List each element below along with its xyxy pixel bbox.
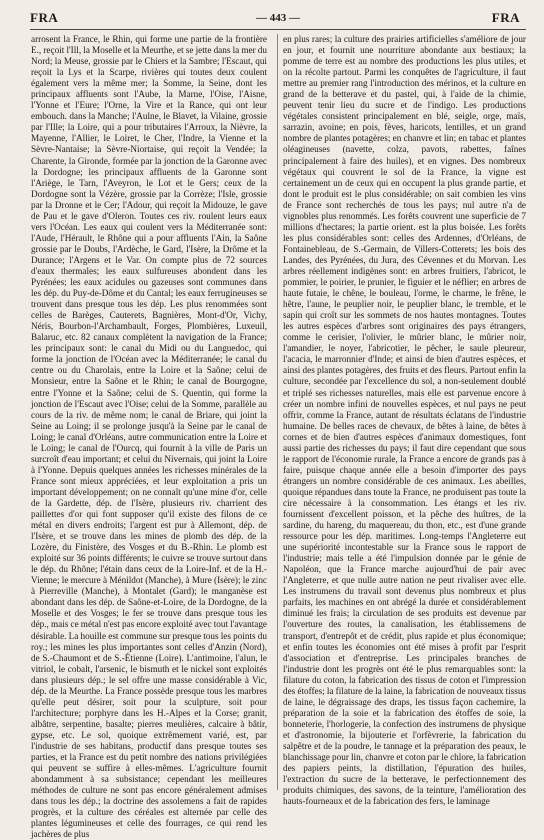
column-divider [277, 34, 278, 790]
header-left-word: FRA [30, 10, 59, 25]
header-right-word: FRA [491, 10, 520, 25]
left-column [31, 34, 267, 840]
running-header [30, 10, 526, 28]
header-rule [30, 29, 526, 30]
right-column [283, 34, 526, 807]
page-number: — 443 — [256, 12, 300, 24]
left-column-text: arrosent la France, le Rhin, qui forme une partie de la frontière E., reçoit l'Ill, la Moselle et la Meurthe, et se jette dans la mer du Nord; la Meuse, grossie par le Chiers et la Sambre; l'Escaut, qui reçoit la Lys et la Scarpe, rivières qui toutes deux coulent également vers la même mer; la Somme, la Seine, dont les principaux affluents sont l'Aube, la Marne, l'Oise, l'Aisne, l'Yonne et l'Eure; l'Orne, la Vire et la Rance, qui ont leur embouch. dans la Manche; l'Aulne, le Blavet, la Vilaine, grossie par l'Ille; la Loire, qui a pour tributaires l'Arroux, la Nièvre, la Mayenne, l'Allier, le Loiret, le Cher, l'Indre, la Vienne et la Sèvre-Nantaise; la Sèvre-Niortaise, qui reçoit la Vendée; la Charente, la Gironde, formée par la jonction de la Garonne avec la Dordogne; les principaux affluents de la Garonne sont l'Ariège, le Tarn, l'Aveyron, le Lot et le Gers; ceux de la Dordogne sont la Vézère, grossie par la Corrèze; l'Isle, grossie par la Dronne et le Cer; l'Adour, qui reçoit la Midouze, le gave de Pau et le gave d'Oleron. Toutes ces riv. roulent leurs eaux vers l'Océan. Les eaux qui coulent vers la Méditerranée sont: l'Aude, l'Hérault, le Rhône qui a pour affluents l'Ain, la Saône grossie par le Doubs, l'Ardèche, le Gard, l'Isère, la Drôme et la Durance; l'Argens et le Var. On compte plus de 72 sources d'eaux thermales; les eaux sulfureuses abondent dans les Pyrénées; les eaux acidules ou gazeuses sont communes dans les dép. du Puy-de-Dôme et du Cantal; les eaux ferrugineuses se trouvent dans presque tous les dép. Les plus renommées sont celles de Barèges, Cauterets, Bagnières, Mont-d'Or, Vichy, Néris, Bourbon-l'Archambault, Forges, Plombières, Luxeuil, Balaruc, etc. 82 canaux complètent la navigation de la France; les principaux sont: le canal du Midi ou du Languedoc, qui forme la jonction de l'Océan avec la Méditerranée; le canal du centre ou du Charolais, entre la Loire et la Saône; celui de Monsieur, entre la Saône et le Rhin; le canal de Bourgogne, entre l'Yonne et la Saône; celui de S. Quentin, qui forme la jonction de l'Escaut avec l'Oise; celui de la Somme, parallèle au cours de la riv. de même nom; le canal de Briare, qui joint la Seine au Loing; il se prolonge jusqu'à la Seine par le canal de Loing; le canal d'Orléans, autre communication entre la Loire et le Loing; le canal de l'Ourcq, qui fournit à la ville de Paris un surcroît d'eau important; et celui du Nivernais, qui joint la Loire à l'Yonne. Depuis quelques années les richesses minérales de la France sont mieux appréciées, et leur exploitation a pris un important développement; on ne connaît qu'une mine d'or, celle de la Gardette, dép. de l'Isère, plusieurs riv. charrient des paillettes d'or qui font supposer qu'il existe des filons de ce métal en divers endroits; l'argent est pur à Allemont, dép. de l'Isère, et se trouve dans les mines de plomb des dép. de la Lozère, du Finistère, des Vosges et du B.-Rhin. Le plomb est exploité sur 36 points différents; le cuivre se trouve surtout dans le dép. du Rhône; l'étain dans ceux de la Loire-Inf. et de la H.-Vienne; le mercure à Ménildot (Manche), à Mure (Isère); le zinc à Pierreville (Manche), à Montalet (Gard); le manganèse est abondant dans les dép. de Saône-et-Loire, de la Dordogne, de la Moselle et des Vosges; le fer se trouve dans presque tous les dép., mais ce métal n'est pas encore exploité avec tout l'avantage désirable. La houille est commune sur presque tous les points du roy.; les mines les plus importantes sont celles d'Anzin (Nord), de S.-Chaumont et de S.-Étienne (Loire). L'antimoine, l'alun, le vitriol, le cobalt, l'arsenic, le bismuth et le nickel sont exploités dans plusieurs dép.; le sel offre une masse considérable à Vic, dép. de la Meurthe. La France possède presque tous les marbres qu'elle peut désirer, soit pour la sculpture, soit pour l'architecture; porphyre dans les H.-Alpes et la Corse; granit, albâtre, serpentine, basalte; pierres meulières, calcaire à bâtir, gypse, etc. Le sol, quoique extrêmement varié, est, par l'industrie de ses habitans, productif dans presque toutes ses parties, et la France est du petit nombre des nations privilégiées qui peuvent se suffire à elles-mêmes. L'agriculture fournit abondamment à sa subsistance; cependant les meilleures méthodes de culture ne sont pas encore généralement admises dans tous les dép.; la doctrine des assolemens a fait de rapides progrès, et la culture des céréales est alternée par celle des plantes légumineuses et celle des fourrages, ce qui rend les jachères de plus [31, 34, 267, 840]
right-column-text: en plus rares; la culture des prairies artificielles s'améliore de jour en jour, et fournit une nourriture abondante aux bestiaux; la pomme de terre est au nombre des productions les plus utiles, et on la récolte partout. Parmi les conquêtes de l'agriculture, il faut mettre au premier rang l'introduction des mérinos, et la culture en grand de la betterave et du pastel, qui, à l'aide de la chimie, peuvent tenir lieu du sucre et de l'indigo. Les productions végétales consistent principalement en blé, seigle, orge, maïs, sarrazin, avoine; en pois, fèves, haricots, lentilles, et un grand nombre de plantes potagères; en chanvre et lin; en tabac et plantes oléagineuses (navette, colza, pavots, rabettes, faînes principalement à faire des huiles), et en vignes. Des nombreux végétaux qui couvrent le sol de la France, la vigne est certainement un de ceux qui en occupent la plus grande partie, et dont le produit est le plus considérable; on sait combien les vins de France sont recherchés de tous les pays; nul autre n'a de vignobles plus renommés. Les forêts couvrent une superficie de 7 millions d'hectares; la partie orient. est la plus boisée. Les forêts les plus considérables sont: celles des Ardennes, d'Orléans, de Fontainebleau, de S.-Germain, de Villers-Cotterets; les bois des Landes, des Pyrénées, du Jura, des Cévennes et du Morvan. Les arbres réellement indigènes sont: en arbres fruitiers, l'abricot, le pommier, le poirier, le prunier, le figuier et le néflier; en arbres de haute futaie, le chêne, le bouleau, l'orme, le charme, le frêne, le hêtre, l'aune, le peuplier noir, le peuplier blanc, le tremble, et le sapin qui croît sur les sommets de nos hautes montagnes. Toutes les autres espèces d'arbres sont originaires des pays étrangers, comme le cerisier, l'olivier, le mûrier blanc, le mûrier noir, l'amandier, le noyer, l'abricotier, le pêcher, le saule pleureur, l'acacia, le marronnier d'Inde; et ainsi de bien d'autres espèces, et ainsi des plantes potagères, des fruits et des fleurs. Partout enfin la culture, secondée par l'excellence du sol, a non-seulement doublé et triplé ses richesses naturelles, mais elle est parvenue encore à créer un nombre infini de nouvelles espèces, et nul pays ne peut offrir, comme la France, autant de résultats éclatans de l'industrie humaine. De belles races de chevaux, de bêtes à laine, de bêtes à cornes et de bien d'autres espèces d'animaux domestiques, font aussi partie des richesses du pays; il faut dire cependant que sous le rapport de l'économie rurale, la France a encore de grands pas à faire, puisque chaque année elle a besoin d'importer des pays étrangers un nombre considérable de ces animaux. Les abeilles, quoique répandues dans toute la France, ne produisent pas toute la cire nécessaire à la consommation. Les étangs et les riv. fournissent d'excellent poisson, et la pêche des huîtres, de la sardine, du hareng, du maquereau, du thon, etc., est d'une grande ressource pour les dép. maritimes. Long-temps l'Angleterre eut une supériorité incontestable sur la France sous le rapport de l'industrie; mais telle a été l'impulsion donnée par le génie de Napoléon, que la France marche aujourd'hui de pair avec l'Angleterre, et que nulle autre nation ne peut rivaliser avec elle. Les instrumens du travail sont devenus plus nombreux et plus parfaits, les machines en ont abrégé la durée et considérablement diminué les frais; la circulation de ses produits est devenue par l'ouverture des routes, la canalisation, les établissemens de transport, d'entrepôt et de crédit, plus rapide et plus économique; et enfin toutes les économies ont été mises à profit par l'esprit d'association et d'entreprise. Les principales branches de l'industrie dont les progrès ont été le plus remarquables sont: la filature du coton, la fabrication des tissus de coton et l'impression des étoffes; la filature de la laine, la fabrication de nouveaux tissus de laine, le dégraissage des draps, les tissus façon cachemire, la préparation de la soie et la fabrication des étoffes de soie, la bonneterie, l'horlogerie, la confection des instrumens de physique et d'astronomie, la bijouterie et l'orfèvrerie, la fabrication du salpêtre et de la poudre, le tannage et la préparation des peaux, le blanchissage pour lin, chanvre et coton par le chlore, la fabrication des papiers peints, la distillation, l'épuration des huiles, l'extraction du sucre de la betterave, le perfectionnement des produits chimiques, des savons, de la teinture, l'amélioration des hauts-fourneaux et de la fabrication des fers, le laminage [283, 34, 526, 807]
